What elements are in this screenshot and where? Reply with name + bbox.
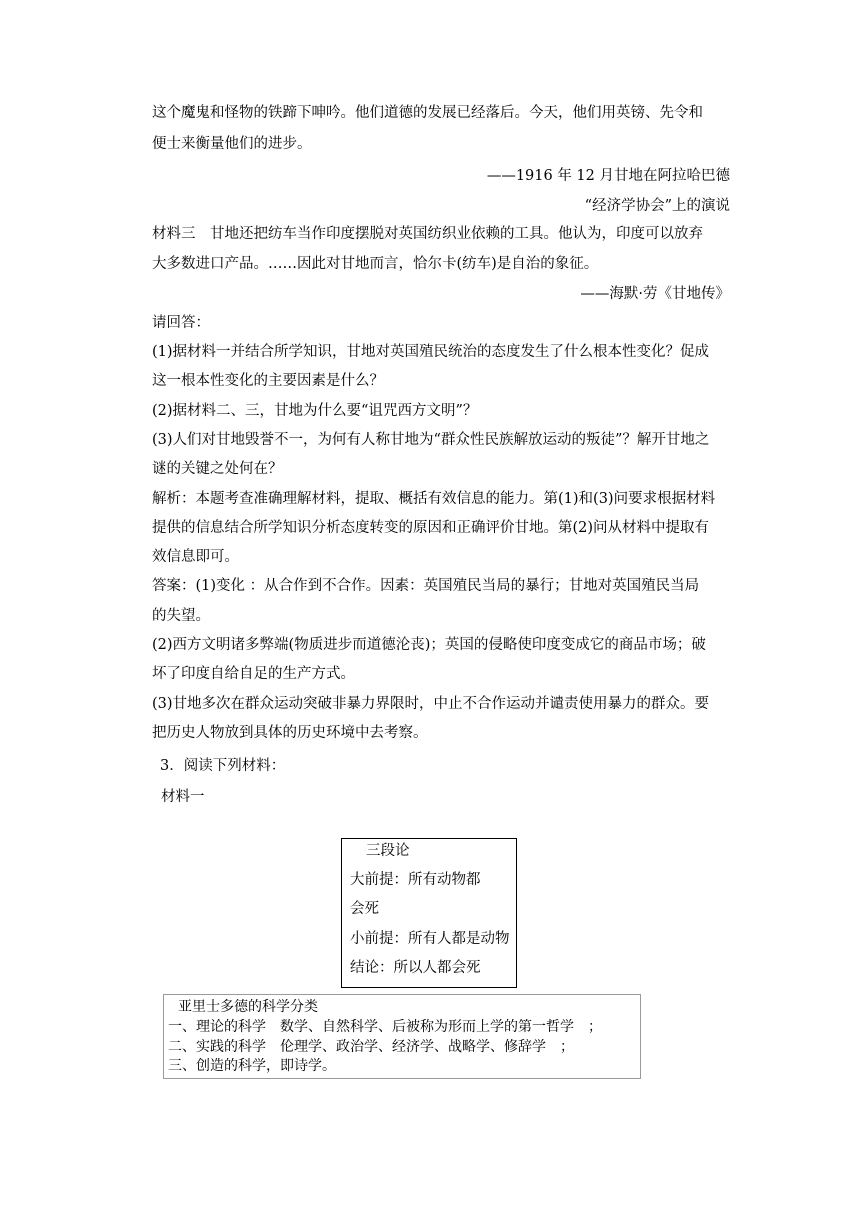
- classification-item-2: 二、实践的科学 伦理学、政治学、经济学、战略学、修辞学 ；: [168, 1039, 574, 1055]
- material3-source: ——海默·劳《甘地传》: [580, 286, 730, 302]
- syllogism-conclusion: 结论：所以人都会死: [350, 960, 481, 976]
- syllogism-box: [341, 838, 517, 988]
- answer-1-line-1: 答案：(1)变化 ：从合作到不合作。因素：英国殖民当局的暴行；甘地对英国殖民当局: [152, 578, 700, 594]
- analysis-line-1: 解析：本题考查准确理解材料，提取、概括有效信息的能力。第(1)和(3)问要求根据材料: [152, 491, 716, 507]
- analysis-line-2: 提供的信息结合所学知识分析态度转变的原因和正确评价甘地。第(2)问从材料中提取有: [152, 520, 710, 536]
- question-3-intro: 3．阅读下列材料：: [160, 758, 286, 774]
- classification-box: [163, 994, 641, 1079]
- material3-line-2: 大多数进口产品。……因此对甘地而言，恰尔卡(纺车)是自治的象征。: [152, 256, 599, 272]
- question-2: (2)据材料二、三，甘地为什么要“诅咒西方文明”？: [152, 403, 478, 419]
- classification-item-1: 一、理论的科学 数学、自然科学、后被称为形而上学的第一哲学 ；: [168, 1019, 602, 1035]
- answer-1-line-2: 的失望。: [152, 608, 210, 624]
- answer-3-line-1: (3)甘地多次在群众运动突破非暴力界限时，中止不合作运动并谴责使用暴力的群众。要: [152, 696, 710, 712]
- material3-line-1: 材料三 甘地还把纺车当作印度摆脱对英国纺织业依赖的工具。他认为，印度可以放弃: [152, 226, 703, 242]
- syllogism-major-premise-line-1: 大前提：所有动物都: [350, 872, 481, 888]
- material2-line-1: 这个魔鬼和怪物的铁蹄下呻吟。他们道德的发展已经落后。今天，他们用英镑、先令和: [152, 105, 703, 121]
- material2-source-line-1: ——1916 年 12 月甘地在阿拉哈巴德: [486, 168, 730, 184]
- material1-label: 材料一: [161, 789, 205, 805]
- question-3-line-2: 谜的关键之处何在？: [152, 461, 283, 477]
- answer-2-line-2: 坏了印度自给自足的生产方式。: [152, 666, 355, 682]
- questions-prompt: 请回答：: [152, 315, 210, 331]
- analysis-line-3: 效信息即可。: [152, 549, 239, 565]
- answer-2-line-1: (2)西方文明诸多弊端(物质进步而道德沦丧)；英国的侵略使印度变成它的商品市场；破: [152, 637, 706, 653]
- question-1-line-2: 这一根本性变化的主要因素是什么？: [152, 373, 384, 389]
- syllogism-minor-premise: 小前提：所有人都是动物: [350, 931, 510, 947]
- syllogism-major-premise-line-2: 会死: [350, 901, 379, 917]
- question-1-line-1: (1)据材料一并结合所学知识，甘地对英国殖民统治的态度发生了什么根本性变化？促成: [152, 344, 710, 360]
- classification-title: 亚里士多德的科学分类: [178, 999, 318, 1015]
- question-3-line-1: (3)人们对甘地毁誉不一，为何有人称甘地为“群众性民族解放运动的叛徒”？解开甘地之: [152, 432, 710, 448]
- answer-3-line-2: 把历史人物放到具体的历史环境中去考察。: [152, 725, 428, 741]
- classification-item-3: 三、创造的科学，即诗学。: [168, 1058, 336, 1074]
- material2-source-line-2: “经济学协会”上的演说: [584, 198, 730, 214]
- material2-line-2: 便士来衡量他们的进步。: [152, 136, 312, 152]
- syllogism-title: 三段论: [366, 843, 410, 859]
